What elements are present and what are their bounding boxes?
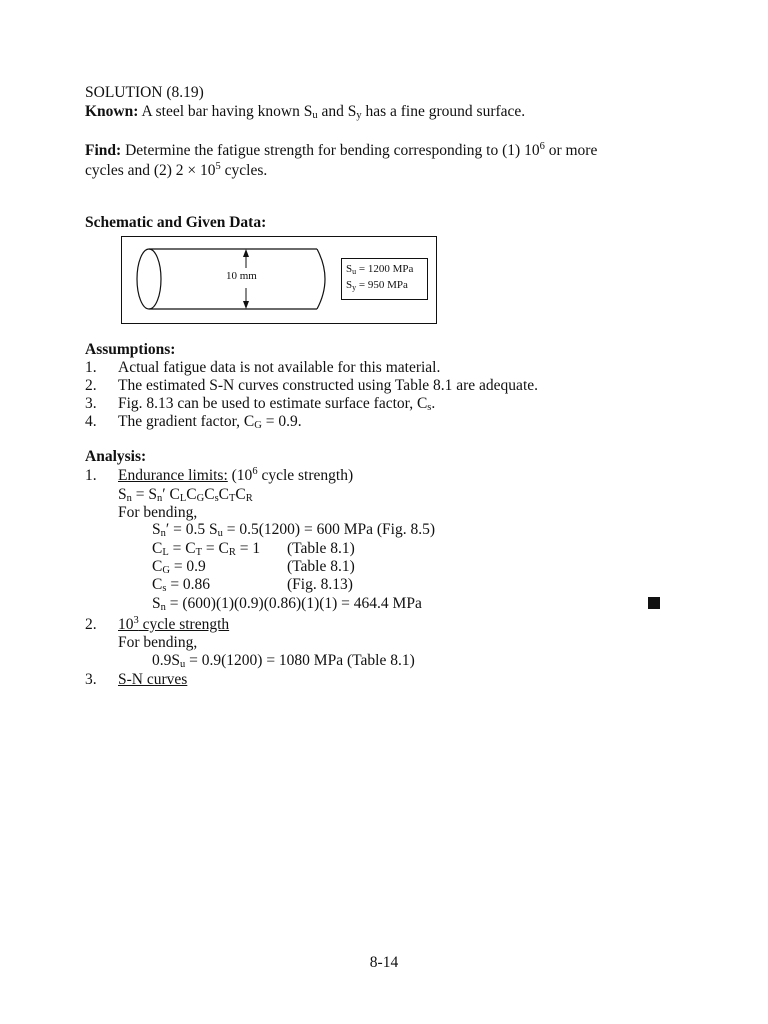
find-line-1: Find: Determine the fatigue strength for bending corresponding to (1) $10^6$ or more — [85, 141, 598, 159]
bar-end-left — [137, 249, 161, 309]
assumptions-heading: Assumptions: — [85, 341, 176, 358]
known-line: Known: A steel bar having known $S_u$ and $S_y$ has a fine ground surface. — [85, 103, 526, 121]
equation-cg: $C_G = 0.9$ — [152, 558, 206, 576]
ref-fig-8-13: (Fig. 8.13) — [287, 576, 353, 593]
ref-table-8-1: (Table 8.1) — [287, 558, 355, 575]
equation-sn-result: $S_n = (600)(1)(0.9)(0.86)(1)(1) = 464.4$ MPa — [152, 595, 422, 613]
dim-arrow-up-icon — [243, 249, 249, 257]
assumption-1: Actual fatigue data is not available for this material. — [118, 359, 441, 376]
assumption-number: 1. — [85, 359, 97, 376]
cycle-strength-title: $10^3$ cycle strength — [118, 615, 230, 633]
assumption-number: 2. — [85, 377, 97, 394]
end-of-result-marker-icon — [648, 597, 660, 609]
ref-table-8-1: (Table 8.1) — [287, 540, 355, 557]
bar-break-right — [317, 249, 325, 309]
for-bending-label: For bending, — [118, 504, 198, 521]
dim-arrow-down-icon — [243, 301, 249, 309]
assumption-2: The estimated S-N curves constructed using Table 8.1 are adequate. — [118, 377, 538, 394]
su-value: $S_u = 1200$ MPa — [346, 263, 414, 276]
known-label: Known: — [85, 103, 139, 120]
analysis-heading: Analysis: — [85, 448, 147, 465]
endurance-limits-line: Endurance limits: ($10^6$ cycle strength) — [118, 466, 354, 484]
analysis-number: 1. — [85, 467, 97, 484]
equation-sn: $S_n = S_n'$ $C_LC_GC_sC_TC_R$ — [118, 486, 253, 504]
assumption-number: 3. — [85, 395, 97, 412]
equation-0-9su: $0.9S_u = 0.9(1200) = 1080$ MPa (Table 8.1) — [152, 652, 415, 670]
solution-title: SOLUTION (8.19) — [85, 84, 204, 101]
assumption-number: 4. — [85, 413, 97, 430]
sn-curves-title: S-N curves — [118, 671, 188, 688]
equation-cs: $C_s = 0.86$ — [152, 576, 211, 594]
sy-value: $S_y = 950$ MPa — [346, 279, 408, 292]
analysis-number: 3. — [85, 671, 97, 688]
assumption-3: Fig. 8.13 can be used to estimate surface factor, $C_s$. — [118, 395, 436, 413]
diameter-label: 10 mm — [226, 270, 257, 282]
assumption-4: The gradient factor, $C_G = 0.9$. — [118, 413, 302, 431]
equation-cl-ct-cr: $C_L = C_T = C_R = 1$ — [152, 540, 261, 558]
page-number: 8-14 — [369, 954, 399, 971]
analysis-number: 2. — [85, 616, 97, 633]
equation-sn-prime: $S_n' = 0.5$ $S_u = 0.5(1200) = 600$ MPa (Fig. 8.5) — [152, 521, 435, 539]
schematic-heading: Schematic and Given Data: — [85, 214, 267, 231]
for-bending-label-2: For bending, — [118, 634, 198, 651]
find-label: Find: — [85, 142, 122, 159]
find-line-2: cycles and (2) $2 \times 10^5$ cycles. — [85, 161, 268, 179]
material-properties-box — [341, 258, 428, 300]
